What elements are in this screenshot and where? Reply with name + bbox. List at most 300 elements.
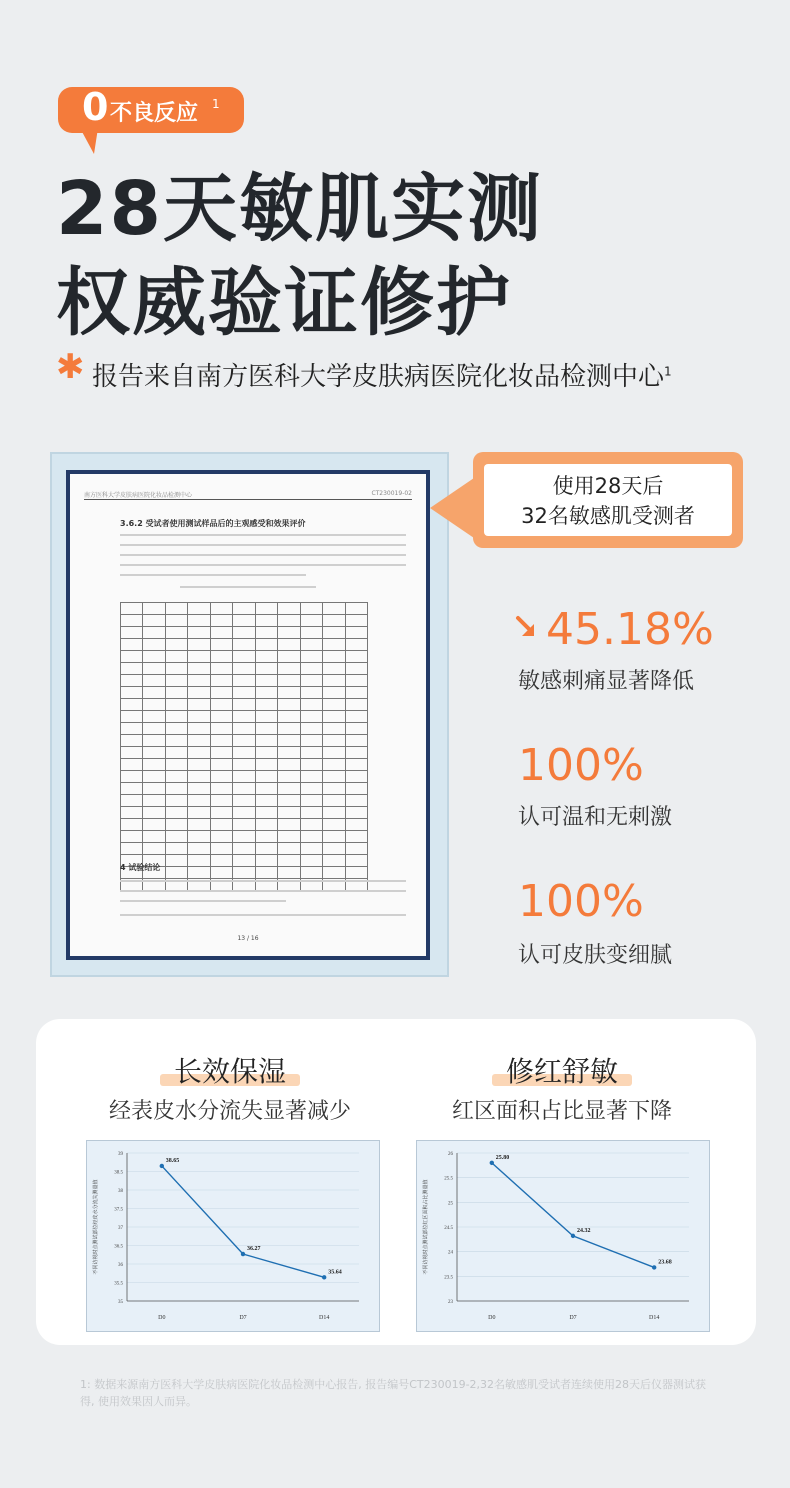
- doc-table-cell: [143, 687, 165, 699]
- doc-table-cell: [188, 855, 210, 867]
- doc-table-cell: [121, 831, 143, 843]
- y-tick-label: 25.5: [444, 1176, 453, 1182]
- doc-table-cell: [278, 723, 300, 735]
- doc-table-cell: [300, 699, 322, 711]
- doc-table-cell: [233, 735, 255, 747]
- doc-table-cell: [210, 843, 232, 855]
- doc-table-cell: [165, 639, 187, 651]
- doc-table-cell: [300, 723, 322, 735]
- doc-table-cell: [323, 867, 345, 879]
- doc-table-cell: [255, 843, 277, 855]
- doc-table-cell: [278, 603, 300, 615]
- asterisk-icon: ✱: [56, 347, 85, 387]
- doc-table-cell: [278, 711, 300, 723]
- doc-table-cell: [165, 783, 187, 795]
- doc-table-cell: [210, 735, 232, 747]
- panel-title-moisture: 长效保湿: [173, 1055, 286, 1088]
- doc-table-cell: [188, 867, 210, 879]
- doc-table-cell: [165, 735, 187, 747]
- doc-table-cell: [143, 771, 165, 783]
- doc-table-cell: [345, 711, 367, 723]
- doc-table-cell: [300, 663, 322, 675]
- doc-table-row: [121, 651, 368, 663]
- chart-tewl: [86, 1140, 380, 1332]
- doc-table-cell: [143, 747, 165, 759]
- doc-table-cell: [233, 603, 255, 615]
- doc-text-line: [120, 564, 406, 566]
- doc-table-cell: [278, 687, 300, 699]
- callout-line1: 使用28天后: [552, 474, 664, 498]
- doc-table-row: [121, 675, 368, 687]
- doc-table-cell: [143, 699, 165, 711]
- doc-table-cell: [165, 831, 187, 843]
- doc-table-cell: [210, 699, 232, 711]
- doc-table-cell: [345, 843, 367, 855]
- doc-table-cell: [323, 807, 345, 819]
- doc-table-cell: [188, 807, 210, 819]
- callout-line2: 32名敏感肌受测者: [521, 504, 695, 528]
- doc-table-cell: [345, 651, 367, 663]
- doc-table-cell: [143, 663, 165, 675]
- doc-table-cell: [345, 603, 367, 615]
- data-point: [652, 1265, 656, 1269]
- stat-value-smooth: 100%: [518, 876, 644, 927]
- doc-table-cell: [121, 651, 143, 663]
- doc-table-cell: [210, 867, 232, 879]
- doc-table-cell: [323, 855, 345, 867]
- test-report-document: [66, 470, 430, 960]
- doc-table-cell: [188, 771, 210, 783]
- doc-table-cell: [255, 687, 277, 699]
- doc-table-cell: [255, 783, 277, 795]
- doc-table-cell: [143, 711, 165, 723]
- doc-table-cell: [345, 771, 367, 783]
- data-label: 36.27: [247, 1246, 261, 1253]
- doc-table-cell: [300, 831, 322, 843]
- doc-table-cell: [121, 783, 143, 795]
- doc-table-cell: [143, 759, 165, 771]
- doc-table-cell: [233, 675, 255, 687]
- doc-table-cell: [143, 615, 165, 627]
- doc-table-cell: [165, 615, 187, 627]
- doc-table-cell: [121, 615, 143, 627]
- doc-table-cell: [300, 615, 322, 627]
- doc-table-cell: [300, 867, 322, 879]
- doc-table-cell: [143, 675, 165, 687]
- doc-table-cell: [278, 759, 300, 771]
- x-tick-label: D0: [158, 1315, 166, 1321]
- doc-table-cell: [255, 831, 277, 843]
- doc-table-cell: [121, 639, 143, 651]
- doc-table-cell: [165, 675, 187, 687]
- doc-table-cell: [210, 783, 232, 795]
- doc-table-cell: [345, 639, 367, 651]
- doc-table-cell: [188, 627, 210, 639]
- doc-table-row: [121, 735, 368, 747]
- doc-table-cell: [233, 747, 255, 759]
- doc-table-cell: [143, 783, 165, 795]
- doc-table-cell: [188, 735, 210, 747]
- doc-table-row: [121, 819, 368, 831]
- doc-table-cell: [143, 807, 165, 819]
- doc-table-row: [121, 615, 368, 627]
- doc-table-cell: [188, 663, 210, 675]
- data-point: [571, 1234, 575, 1238]
- doc-table-cell: [345, 807, 367, 819]
- doc-table-cell: [278, 867, 300, 879]
- doc-table-cell: [278, 747, 300, 759]
- doc-table-cell: [233, 663, 255, 675]
- doc-table-cell: [300, 735, 322, 747]
- y-tick-label: 26: [448, 1152, 453, 1157]
- doc-text-line: [120, 544, 406, 546]
- panel-subtitle-redness: 红区面积占比显著下降: [451, 1099, 672, 1124]
- doc-table-cell: [255, 867, 277, 879]
- doc-table-row: [121, 759, 368, 771]
- doc-table-cell: [255, 723, 277, 735]
- doc-table-cell: [345, 795, 367, 807]
- stat-value-mild: 100%: [518, 740, 644, 791]
- doc-table-cell: [143, 639, 165, 651]
- y-axis-label: 不同访视时点测试部位红区面积占比测量值: [423, 1179, 429, 1275]
- doc-table-cell: [323, 843, 345, 855]
- doc-table-cell: [345, 831, 367, 843]
- doc-table-cell: [278, 663, 300, 675]
- doc-conclusion-title: 4 试验结论: [120, 863, 161, 872]
- doc-table-cell: [255, 711, 277, 723]
- doc-table-cell: [210, 759, 232, 771]
- badge-text: 不良反应: [110, 101, 199, 126]
- doc-table-cell: [255, 819, 277, 831]
- doc-table-cell: [233, 723, 255, 735]
- doc-table-cell: [323, 783, 345, 795]
- y-tick-label: 25: [448, 1201, 453, 1207]
- doc-table-cell: [300, 747, 322, 759]
- doc-table-cell: [323, 603, 345, 615]
- doc-table-cell: [255, 651, 277, 663]
- doc-table-cell: [278, 735, 300, 747]
- doc-table-cell: [121, 603, 143, 615]
- doc-table-cell: [165, 855, 187, 867]
- series-line: [162, 1166, 324, 1277]
- chart-tewl-svg: [87, 1141, 379, 1331]
- doc-table-cell: [165, 807, 187, 819]
- doc-table-cell: [345, 783, 367, 795]
- doc-table-cell: [165, 699, 187, 711]
- doc-table-cell: [278, 807, 300, 819]
- doc-table-cell: [255, 795, 277, 807]
- doc-table-cell: [278, 615, 300, 627]
- doc-table-cell: [143, 819, 165, 831]
- doc-table-cell: [323, 651, 345, 663]
- doc-table-cell: [121, 699, 143, 711]
- source-text: 报告来自南方医科大学皮肤病医院化妆品检测中心$^1$: [92, 362, 672, 392]
- doc-table-cell: [323, 759, 345, 771]
- doc-table-cell: [345, 687, 367, 699]
- data-point: [490, 1161, 494, 1165]
- doc-table-cell: [278, 831, 300, 843]
- doc-table-cell: [210, 831, 232, 843]
- doc-table-cell: [188, 711, 210, 723]
- doc-page-number: 13 / 16: [237, 935, 259, 942]
- footnote: 1: 数据来源南方医科大学皮肤病医院化妆品检测中心报告, 报告编号CT230019-2,32名敏感肌受试者连续使用28天后仪器测试获得, 使用效果因人而异。: [80, 1378, 707, 1408]
- x-tick-label: D0: [488, 1315, 496, 1321]
- doc-table-cell: [278, 819, 300, 831]
- doc-table-cell: [233, 687, 255, 699]
- y-tick-label: 23.5: [444, 1275, 453, 1281]
- doc-header-left: 南方医科大学皮肤病医院化妆品检测中心: [84, 492, 193, 499]
- data-label: 38.65: [165, 1157, 180, 1164]
- data-label: 24.32: [577, 1227, 591, 1234]
- doc-table-cell: [233, 807, 255, 819]
- doc-table-cell: [233, 651, 255, 663]
- doc-table-cell: [255, 639, 277, 651]
- y-tick-label: 37: [118, 1226, 123, 1231]
- x-tick-label: D7: [569, 1315, 577, 1321]
- down-arrow-icon: [514, 612, 542, 648]
- doc-table-cell: [165, 687, 187, 699]
- doc-table-cell: [165, 603, 187, 615]
- doc-table-cell: [210, 795, 232, 807]
- doc-table-cell: [323, 675, 345, 687]
- doc-table-cell: [121, 795, 143, 807]
- doc-table-cell: [345, 699, 367, 711]
- doc-table-cell: [188, 723, 210, 735]
- doc-table-cell: [165, 723, 187, 735]
- doc-text-line: [120, 914, 406, 916]
- doc-table-cell: [210, 807, 232, 819]
- doc-table-cell: [121, 819, 143, 831]
- doc-table-cell: [121, 711, 143, 723]
- y-tick-label: 23: [448, 1300, 453, 1305]
- doc-table-cell: [210, 711, 232, 723]
- doc-table-row: [121, 603, 368, 615]
- doc-table-cell: [188, 651, 210, 663]
- doc-table-cell: [143, 735, 165, 747]
- doc-table-cell: [210, 603, 232, 615]
- doc-table-cell: [278, 783, 300, 795]
- doc-table-cell: [345, 747, 367, 759]
- doc-table-row: [121, 711, 368, 723]
- doc-table-cell: [300, 795, 322, 807]
- doc-table-cell: [233, 711, 255, 723]
- doc-table-cell: [300, 627, 322, 639]
- doc-table-cell: [233, 615, 255, 627]
- doc-results-table: [120, 602, 368, 891]
- doc-table-cell: [165, 747, 187, 759]
- doc-table-cell: [255, 699, 277, 711]
- doc-table-cell: [278, 651, 300, 663]
- doc-table-cell: [300, 759, 322, 771]
- doc-table-cell: [233, 627, 255, 639]
- doc-table-cell: [255, 771, 277, 783]
- doc-table-cell: [255, 627, 277, 639]
- y-tick-label: 36.5: [114, 1244, 123, 1250]
- doc-table-cell: [188, 639, 210, 651]
- x-tick-label: D14: [649, 1315, 660, 1321]
- doc-table-cell: [345, 867, 367, 879]
- doc-table-cell: [188, 795, 210, 807]
- doc-text-line: [120, 534, 406, 536]
- doc-table-cell: [323, 627, 345, 639]
- panel-subtitle-moisture: 经表皮水分流失显著减少: [108, 1099, 351, 1124]
- doc-table-cell: [233, 699, 255, 711]
- data-label: 25.80: [495, 1154, 510, 1161]
- doc-table-cell: [233, 795, 255, 807]
- doc-table-cell: [188, 699, 210, 711]
- doc-table-cell: [143, 843, 165, 855]
- doc-table-cell: [143, 603, 165, 615]
- doc-table-cell: [188, 759, 210, 771]
- y-tick-label: 38: [118, 1189, 123, 1194]
- doc-table-cell: [121, 843, 143, 855]
- doc-table-cell: [323, 663, 345, 675]
- doc-text-line: [120, 900, 286, 902]
- doc-table-cell: [278, 675, 300, 687]
- stat-value-stinging: 45.18%: [546, 604, 714, 655]
- badge-superscript: 1: [212, 97, 220, 111]
- doc-table-row: [121, 843, 368, 855]
- doc-table-cell: [143, 723, 165, 735]
- doc-table-cell: [210, 855, 232, 867]
- doc-table-cell: [255, 759, 277, 771]
- data-point: [322, 1275, 326, 1279]
- doc-table-cell: [345, 615, 367, 627]
- chart-red-area: [416, 1140, 710, 1332]
- doc-table-cell: [210, 723, 232, 735]
- doc-table-cell: [300, 783, 322, 795]
- doc-table-cell: [210, 663, 232, 675]
- doc-table-cell: [345, 675, 367, 687]
- doc-table-cell: [188, 819, 210, 831]
- doc-table-cell: [210, 771, 232, 783]
- doc-table-cell: [345, 627, 367, 639]
- doc-text-line: [120, 880, 406, 882]
- doc-table-row: [121, 687, 368, 699]
- doc-table-cell: [300, 687, 322, 699]
- doc-table-cell: [323, 615, 345, 627]
- doc-table-cell: [323, 771, 345, 783]
- doc-table-cell: [255, 855, 277, 867]
- doc-table-cell: [233, 819, 255, 831]
- doc-table-cell: [278, 843, 300, 855]
- doc-table-cell: [165, 771, 187, 783]
- doc-table-cell: [233, 771, 255, 783]
- doc-section-title: 3.6.2 受试者使用测试样品后的主观感受和效果评价: [120, 519, 306, 528]
- doc-table-row: [121, 771, 368, 783]
- doc-table-cell: [165, 651, 187, 663]
- doc-table-cell: [278, 639, 300, 651]
- doc-table-cell: [233, 855, 255, 867]
- doc-table-cell: [188, 747, 210, 759]
- doc-table-cell: [255, 675, 277, 687]
- doc-table-cell: [233, 639, 255, 651]
- y-tick-label: 39: [118, 1152, 123, 1157]
- doc-table-cell: [165, 795, 187, 807]
- chart-red-area-svg: [417, 1141, 709, 1331]
- doc-table-cell: [300, 807, 322, 819]
- doc-table-cell: [233, 831, 255, 843]
- doc-table-cell: [143, 651, 165, 663]
- doc-text-line: [120, 890, 406, 892]
- doc-header: [84, 490, 412, 500]
- doc-table-cell: [278, 771, 300, 783]
- doc-table-cell: [323, 747, 345, 759]
- doc-table-cell: [210, 615, 232, 627]
- doc-table-cell: [300, 819, 322, 831]
- doc-table-cell: [255, 747, 277, 759]
- doc-table-cell: [121, 687, 143, 699]
- doc-table-cell: [233, 843, 255, 855]
- doc-table-cell: [121, 663, 143, 675]
- doc-table-row: [121, 783, 368, 795]
- doc-table-cell: [300, 855, 322, 867]
- doc-table-cell: [188, 675, 210, 687]
- doc-table-cell: [143, 627, 165, 639]
- doc-table-row: [121, 663, 368, 675]
- doc-table-cell: [300, 639, 322, 651]
- data-point: [241, 1252, 245, 1256]
- doc-table-cell: [121, 771, 143, 783]
- badge-zero: 0: [82, 85, 109, 129]
- doc-table-cell: [255, 663, 277, 675]
- doc-table-cell: [278, 699, 300, 711]
- doc-table-cell: [165, 867, 187, 879]
- doc-table-row: [121, 723, 368, 735]
- y-tick-label: 35.5: [114, 1281, 123, 1287]
- doc-table-cell: [121, 807, 143, 819]
- doc-table-cell: [323, 711, 345, 723]
- doc-table-cell: [165, 759, 187, 771]
- doc-header-right: CT230019-02: [371, 490, 412, 497]
- stat-label-smooth: 认可皮肤变细腻: [518, 943, 673, 968]
- doc-table-cell: [323, 819, 345, 831]
- doc-table-caption: [180, 586, 316, 588]
- doc-table-cell: [345, 723, 367, 735]
- doc-table-cell: [143, 795, 165, 807]
- doc-table-cell: [323, 735, 345, 747]
- doc-table-cell: [165, 819, 187, 831]
- doc-table-cell: [210, 819, 232, 831]
- doc-table-cell: [300, 711, 322, 723]
- doc-table-cell: [323, 795, 345, 807]
- doc-table-cell: [188, 615, 210, 627]
- y-tick-label: 35: [118, 1300, 123, 1305]
- doc-table-cell: [188, 843, 210, 855]
- doc-table-cell: [255, 807, 277, 819]
- data-label: 23.68: [658, 1259, 672, 1266]
- headline-line2: 权威验证修护: [56, 260, 512, 346]
- y-tick-label: 38.5: [114, 1170, 123, 1176]
- doc-table-cell: [278, 855, 300, 867]
- x-tick-label: D14: [319, 1315, 330, 1321]
- doc-table-cell: [255, 603, 277, 615]
- doc-table-row: [121, 807, 368, 819]
- data-point: [160, 1164, 164, 1168]
- doc-table-cell: [233, 783, 255, 795]
- panel-title-redness: 修红舒敏: [505, 1055, 618, 1088]
- doc-table-cell: [188, 687, 210, 699]
- doc-table-row: [121, 699, 368, 711]
- doc-table-cell: [210, 747, 232, 759]
- doc-table-cell: [165, 843, 187, 855]
- doc-table-row: [121, 639, 368, 651]
- doc-table-cell: [165, 627, 187, 639]
- doc-table-cell: [323, 831, 345, 843]
- doc-table-cell: [210, 639, 232, 651]
- doc-table-row: [121, 747, 368, 759]
- doc-table-cell: [300, 675, 322, 687]
